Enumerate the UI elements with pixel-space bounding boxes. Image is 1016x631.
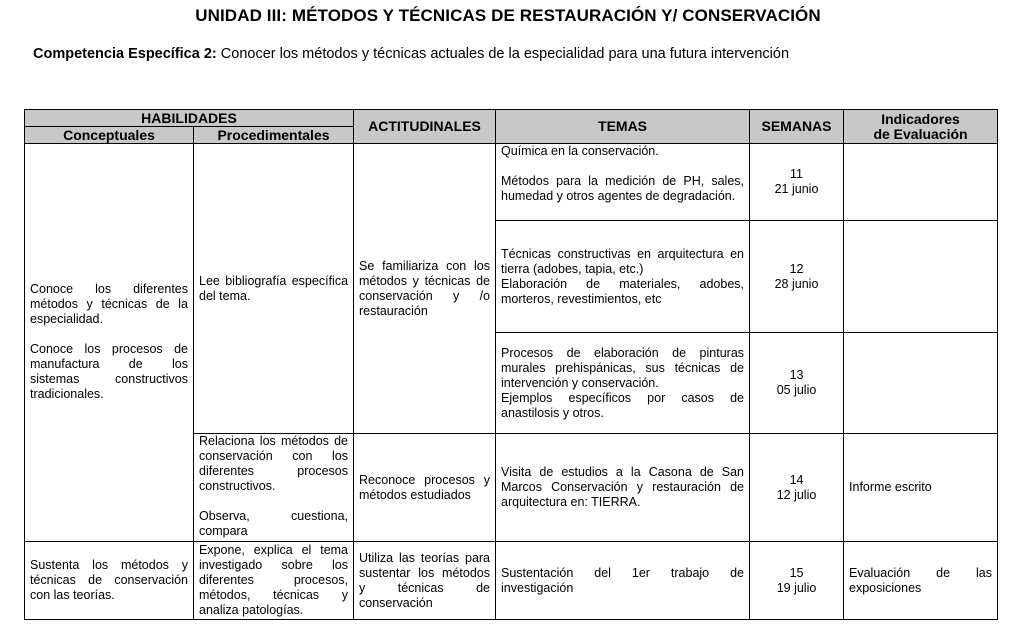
semana-fecha-11: 21 junio xyxy=(774,182,819,196)
header-actitudinales: ACTITUDINALES xyxy=(354,110,496,144)
tema-cell-11 xyxy=(496,144,750,221)
semana-cell-14 xyxy=(750,434,844,542)
tema-text-13a: Procesos de elaboración de pinturas murales prehispánicas, sus técnicas de intervención y conservación. xyxy=(501,345,745,390)
procedimental-cell-14 xyxy=(194,434,354,542)
unit-title: UNIDAD III: MÉTODOS Y TÉCNICAS DE RESTAURACIÓN Y/ CONSERVACIÓN xyxy=(195,6,821,25)
tema-text-14: Visita de estudios a la Casona de San Marcos Conservación y restauración de arquitectura en: TIERRA. xyxy=(501,465,745,509)
competencia-line xyxy=(33,46,789,62)
indicador-cell-12 xyxy=(844,221,998,333)
semana-num-11: 11 xyxy=(790,167,803,181)
actitudinal-cell-14 xyxy=(354,434,496,542)
header-indicadores xyxy=(844,110,998,144)
tema-text-11b: Métodos para la medición de PH, sales, humedad y otros agentes de degradación. xyxy=(501,174,745,203)
indicador-cell-14 xyxy=(844,434,998,542)
semana-num-15: 15 xyxy=(789,565,804,580)
actitudinal-text-14: Reconoce procesos y métodos estudiados xyxy=(359,472,491,502)
tema-text-11a: Química en la conservación. xyxy=(501,144,659,158)
tema-text-15: Sustentación del 1er trabajo de investigación xyxy=(501,565,745,595)
semana-fecha-13: 05 julio xyxy=(776,383,817,397)
indicador-cell-13 xyxy=(844,333,998,434)
header-procedimentales: Procedimentales xyxy=(194,127,354,144)
semana-cell-13 xyxy=(750,333,844,434)
semana-num-13: 13 xyxy=(789,368,804,382)
conceptual-text-15: Sustenta los métodos y técnicas de conservación con las teorías. xyxy=(30,558,188,602)
conceptual-text-1b: Conoce los procesos de manufactura de los sistemas constructivos tradicionales. xyxy=(30,341,188,401)
indicador-cell-15 xyxy=(844,542,998,620)
header-conceptuales: Conceptuales xyxy=(25,127,194,144)
header-semanas: SEMANAS xyxy=(750,110,844,144)
semana-num-14: 14 xyxy=(789,472,804,487)
procedimental-cell-1 xyxy=(194,144,354,434)
semana-fecha-15: 19 julio xyxy=(776,580,817,595)
tema-text-12b: Elaboración de materiales, adobes, morteros, revestimientos, etc xyxy=(501,276,745,306)
indicador-text-14: Informe escrito xyxy=(849,480,932,494)
actitudinal-cell-1 xyxy=(354,144,496,434)
tema-cell-14 xyxy=(496,434,750,542)
procedimental-text-15: Expone, explica el tema investigado sobre los diferentes procesos, métodos, técnicas y analiza patologías. xyxy=(199,543,349,617)
header-temas: TEMAS xyxy=(496,110,750,144)
procedimental-text-14a: Relaciona los métodos de conservación con los diferentes procesos constructivos. xyxy=(199,434,349,493)
competencia-text: Conocer los métodos y técnicas actuales de la especialidad para una futura intervención xyxy=(220,46,790,62)
procedimental-cell-15 xyxy=(194,542,354,620)
semana-fecha-12: 28 junio xyxy=(774,276,819,291)
competencia-label: Competencia Específica 2: xyxy=(33,46,217,62)
tema-cell-13 xyxy=(496,333,750,434)
procedimental-text-1: Lee bibliografía específica del tema. xyxy=(199,273,349,303)
header-indicadores-line1: Indicadores xyxy=(881,110,960,127)
header-indicadores-line2: de Evaluación xyxy=(873,125,968,142)
conceptual-cell-1 xyxy=(25,144,194,542)
indicador-cell-11 xyxy=(844,144,998,221)
semana-num-12: 12 xyxy=(789,261,804,276)
semana-fecha-14: 12 julio xyxy=(776,487,817,502)
actitudinal-text-1: Se familiariza con los métodos y técnicas de conservación y /o restauración xyxy=(359,258,491,318)
header-habilidades: HABILIDADES xyxy=(25,110,354,127)
conceptual-text-1a: Conoce los diferentes métodos y técnicas de la especialidad. xyxy=(30,281,188,326)
semana-cell-15 xyxy=(750,542,844,620)
tema-text-13b: Ejemplos específicos por casos de anastilosis y otros. xyxy=(501,390,745,420)
plan-table xyxy=(24,109,998,620)
actitudinal-text-15: Utiliza las teorías para sustentar los métodos y técnicas de conservación xyxy=(359,550,491,610)
tema-text-12a: Técnicas constructivas en arquitectura en tierra (adobes, tapia, etc.) xyxy=(501,246,745,276)
tema-cell-15 xyxy=(496,542,750,620)
tema-cell-12 xyxy=(496,221,750,333)
conceptual-cell-15 xyxy=(25,542,194,620)
procedimental-text-14b: Observa, cuestiona, compara xyxy=(199,509,349,538)
semana-cell-11 xyxy=(750,144,844,221)
indicador-text-15: Evaluación de las exposiciones xyxy=(849,565,993,595)
actitudinal-cell-15 xyxy=(354,542,496,620)
semana-cell-12 xyxy=(750,221,844,333)
